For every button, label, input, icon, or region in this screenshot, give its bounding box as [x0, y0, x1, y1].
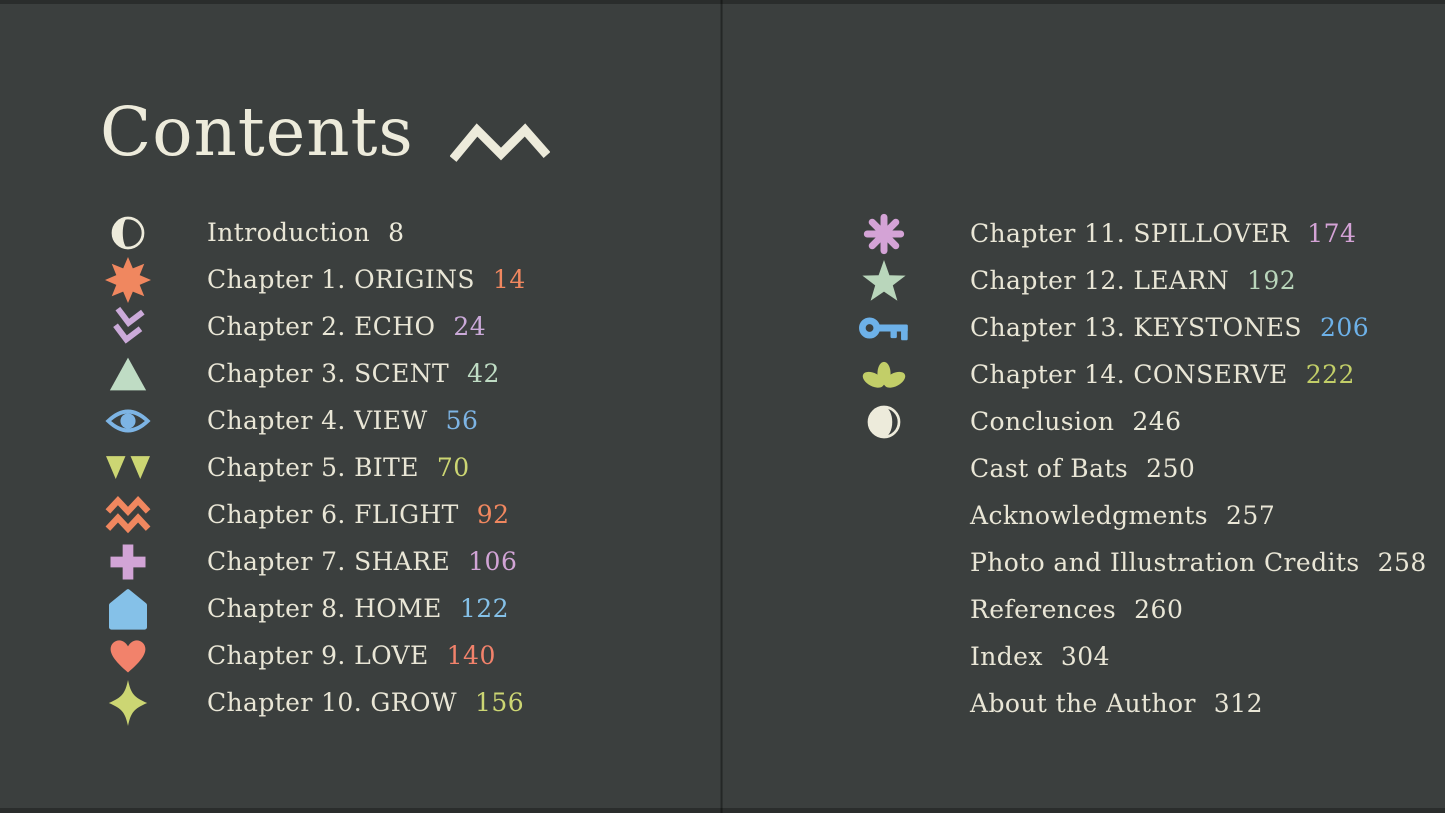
toc-item: [100, 632, 526, 679]
toc-item-page-number: 56: [445, 406, 479, 435]
toc-item-page-number: 260: [1134, 595, 1184, 624]
toc-item: [858, 539, 1427, 586]
toc-item: [100, 397, 526, 444]
toc-item-label: Chapter 13. KEYSTONES: [970, 313, 1302, 342]
toc-item: [858, 586, 1427, 633]
toc-item-page-number: 106: [468, 547, 518, 576]
toc-item: [858, 398, 1427, 445]
toc-item: [858, 210, 1427, 257]
toc-item-label: Conclusion: [970, 407, 1115, 436]
toc-item-label: Chapter 10. GROW: [207, 688, 457, 717]
toc-item-page-number: 222: [1305, 360, 1355, 389]
toc-item-page-number: 312: [1213, 689, 1264, 718]
toc-item-page-number: 174: [1307, 219, 1357, 248]
house-icon: [100, 588, 156, 630]
toc-item-page-number: 140: [446, 641, 496, 670]
toc-item-page-number: 8: [388, 218, 405, 247]
key-icon: [858, 313, 910, 343]
toc-item: [858, 492, 1427, 539]
toc-item-label: Chapter 4. VIEW: [207, 406, 428, 435]
zigzag-double-icon: [100, 495, 156, 535]
toc-item: [858, 257, 1427, 304]
toc-item: [100, 444, 526, 491]
contents-title-row: [100, 93, 550, 171]
toc-item-page-number: 70: [436, 453, 470, 482]
toc-item: [100, 350, 526, 397]
toc-item-label: Photo and Illustration Credits: [970, 548, 1360, 577]
toc-item-label: Introduction: [207, 218, 371, 247]
toc-item-page-number: 92: [476, 500, 510, 529]
toc-item-page-number: 304: [1060, 642, 1111, 671]
toc-item-label: Chapter 8. HOME: [207, 594, 442, 623]
toc-item-page-number: 257: [1226, 501, 1276, 530]
starburst-icon: [100, 257, 156, 303]
toc-item-label: References: [970, 595, 1117, 624]
toc-item-page-number: 206: [1319, 313, 1370, 342]
star-icon: [858, 258, 910, 304]
toc-item: [100, 209, 526, 256]
toc-item-label: Chapter 6. FLIGHT: [207, 500, 459, 529]
clover-icon: [858, 359, 910, 391]
toc-item-page-number: 192: [1247, 266, 1297, 295]
toc-item-label: Index: [970, 642, 1043, 671]
toc-item-label: Chapter 7. SHARE: [207, 547, 451, 576]
toc-item-page-number: 258: [1377, 548, 1427, 577]
triangle-icon: [100, 355, 156, 393]
toc-item: [100, 585, 526, 632]
toc-item-label: Chapter 12. LEARN: [970, 266, 1229, 295]
toc-item: [100, 538, 526, 585]
toc-item-label: Acknowledgments: [970, 501, 1209, 530]
toc-item: [858, 304, 1427, 351]
asterisk-icon: [858, 212, 910, 256]
toc-item-label: About the Author: [970, 689, 1196, 718]
toc-item-page-number: 156: [474, 688, 525, 717]
plus-icon: [100, 542, 156, 582]
toc-item-page-number: 122: [459, 594, 510, 623]
sparkle-icon: [100, 680, 156, 726]
toc-item: [100, 491, 526, 538]
fangs-icon: [100, 455, 156, 481]
toc-item: [858, 351, 1427, 398]
toc-item: [100, 303, 526, 350]
toc-item: [100, 256, 526, 303]
toc-item-label: Chapter 3. SCENT: [207, 359, 450, 388]
chevrons-down-icon: [100, 306, 156, 348]
eye-icon: [100, 404, 156, 438]
book-center-fold: [720, 0, 723, 813]
toc-right-page-list: [858, 210, 1427, 727]
toc-item: [100, 679, 526, 726]
page-title: Contents: [100, 93, 414, 171]
toc-item-page-number: 24: [453, 312, 487, 341]
toc-item-label: Chapter 9. LOVE: [207, 641, 429, 670]
toc-item: [858, 633, 1427, 680]
zigzag-icon: [450, 117, 550, 163]
toc-item: [858, 445, 1427, 492]
toc-item-page-number: 42: [467, 359, 500, 388]
moon-gibbous-icon: [858, 404, 910, 440]
toc-item-label: Chapter 2. ECHO: [207, 312, 436, 341]
toc-item-page-number: 14: [492, 265, 526, 294]
toc-item-label: Chapter 1. ORIGINS: [207, 265, 475, 294]
moon-crescent-icon: [100, 215, 156, 251]
toc-item-label: Cast of Bats: [970, 454, 1129, 483]
toc-left-page-list: [100, 209, 526, 726]
toc-item-label: Chapter 5. BITE: [207, 453, 419, 482]
toc-item-label: Chapter 11. SPILLOVER: [970, 219, 1290, 248]
toc-item-page-number: 246: [1132, 407, 1182, 436]
heart-icon: [100, 636, 156, 676]
toc-item-label: Chapter 14. CONSERVE: [970, 360, 1288, 389]
toc-item: [858, 680, 1427, 727]
toc-item-page-number: 250: [1146, 454, 1196, 483]
